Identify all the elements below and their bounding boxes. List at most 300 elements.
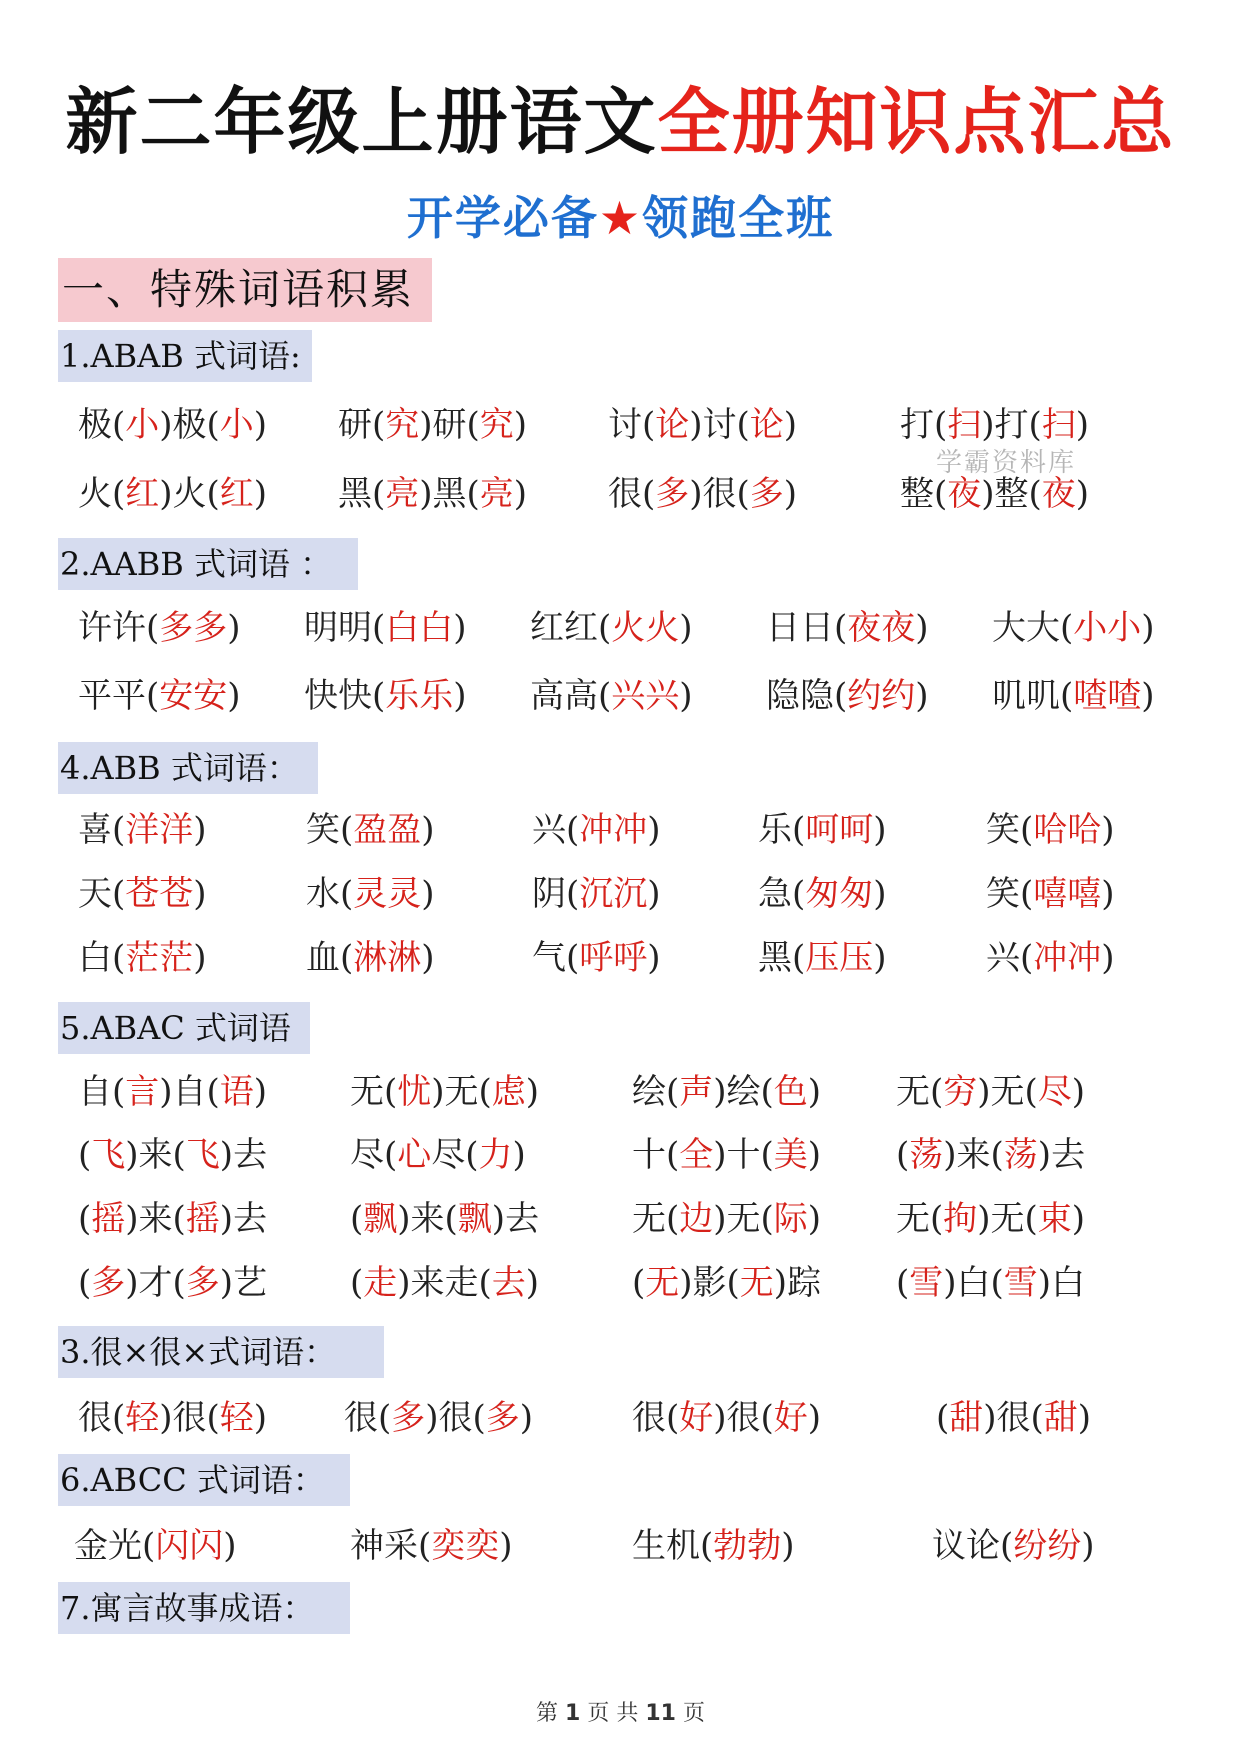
word-text: (	[700, 1526, 714, 1566]
word-item	[896, 1127, 1085, 1183]
word-answer: 论	[655, 405, 690, 445]
word-text: )	[1141, 608, 1155, 648]
word-answer: 束	[1037, 1199, 1072, 1239]
word-text: )	[453, 676, 467, 716]
word-text: 气	[532, 938, 566, 978]
word-text: )	[1037, 1135, 1052, 1175]
word-answer: 纷纷	[1013, 1526, 1082, 1566]
word-text: )	[1101, 938, 1115, 978]
word-text: (	[112, 938, 126, 978]
word-item	[632, 1518, 795, 1574]
word-item	[758, 930, 887, 986]
word-text: 打	[900, 405, 934, 445]
word-answer: 呼呼	[579, 938, 648, 978]
word-text: )	[1077, 1398, 1092, 1438]
word-text: )	[253, 1398, 268, 1438]
word-text: )	[159, 1398, 173, 1438]
word-text: (	[465, 1135, 479, 1175]
word-item	[306, 930, 435, 986]
word-answer: 小	[125, 405, 160, 445]
word-text: )	[193, 938, 207, 978]
word-text: 去	[233, 1135, 268, 1175]
word-item	[78, 1127, 267, 1183]
word-text: (	[936, 1398, 950, 1438]
word-answer: 亮	[385, 474, 420, 514]
word-text: )	[1075, 474, 1090, 514]
abb-row-1	[0, 802, 1241, 858]
word-text: (	[478, 1263, 492, 1303]
word-text: (	[896, 1263, 910, 1303]
word-item	[530, 600, 693, 656]
word-text: (	[1030, 1398, 1044, 1438]
word-answer: 语	[219, 1072, 254, 1112]
word-text: )	[783, 405, 798, 445]
word-text: 很	[632, 1398, 666, 1438]
word-text: 才	[138, 1263, 173, 1303]
word-text: (	[350, 1199, 364, 1239]
word-text: (	[760, 1135, 774, 1175]
word-text: (	[112, 810, 126, 850]
word-item	[608, 397, 797, 453]
word-text: 平平	[78, 676, 146, 716]
word-answer: 心	[397, 1135, 432, 1175]
word-text: 神采	[350, 1526, 418, 1566]
word-text: 水	[306, 874, 340, 914]
word-answer: 亮	[479, 474, 514, 514]
category-aabb: 2.AABB 式词语 ：	[58, 538, 358, 590]
word-text: (	[472, 1398, 486, 1438]
word-text: (	[206, 1398, 220, 1438]
word-answer: 沉沉	[579, 874, 648, 914]
word-item	[78, 1191, 267, 1247]
footer-page: 1	[565, 1701, 581, 1726]
word-item	[78, 600, 241, 656]
word-text: )	[425, 1398, 439, 1438]
word-item	[758, 866, 887, 922]
word-text: (	[792, 810, 806, 850]
page-subtitle	[0, 188, 1241, 248]
word-text: )	[807, 1199, 822, 1239]
word-text: )	[679, 676, 693, 716]
word-answer: 荡	[909, 1135, 944, 1175]
word-text: )	[419, 405, 433, 445]
word-text: (	[1024, 1199, 1038, 1239]
word-answer: 兴兴	[611, 676, 680, 716]
category-abab: 1.ABAB 式词语:	[58, 330, 312, 382]
word-answer: 灵灵	[353, 874, 422, 914]
word-text: )	[713, 1398, 727, 1438]
word-text: )	[873, 810, 887, 850]
word-text: (	[990, 1263, 1004, 1303]
word-answer: 扫	[947, 405, 982, 445]
word-item	[306, 866, 435, 922]
abb-row-3	[0, 930, 1241, 986]
word-item	[896, 1255, 1085, 1311]
word-answer: 多	[91, 1263, 126, 1303]
word-text: 很	[344, 1398, 378, 1438]
word-text: (	[834, 676, 848, 716]
word-item	[532, 930, 661, 986]
word-answer: 夜	[947, 474, 982, 514]
word-text: )	[1071, 1072, 1086, 1112]
word-answer: 飘	[363, 1199, 398, 1239]
word-text: (	[78, 1263, 92, 1303]
word-text: (	[760, 1398, 774, 1438]
word-text: (	[466, 405, 480, 445]
word-text: )	[689, 405, 703, 445]
word-answer: 穷	[943, 1072, 978, 1112]
word-item	[986, 930, 1115, 986]
word-text: )	[647, 938, 661, 978]
watermark: 学霸资料库	[936, 448, 1077, 478]
word-item	[632, 1191, 821, 1247]
word-text: (	[760, 1072, 774, 1112]
word-text: 整	[994, 474, 1029, 514]
word-text: (	[792, 874, 806, 914]
word-text: 无	[350, 1072, 384, 1112]
word-text: )	[421, 874, 435, 914]
word-text: (	[384, 1072, 398, 1112]
word-answer: 嘻嘻	[1033, 874, 1102, 914]
word-text: (	[372, 474, 386, 514]
word-text: 来	[410, 1199, 445, 1239]
word-text: 自	[172, 1072, 207, 1112]
word-item	[632, 1064, 821, 1120]
word-answer: 忧	[397, 1072, 432, 1112]
word-answer: 飘	[457, 1199, 492, 1239]
word-item	[306, 802, 435, 858]
word-item	[338, 397, 527, 453]
word-text: 火	[78, 474, 112, 514]
word-answer: 红	[125, 474, 160, 514]
word-text: (	[1028, 474, 1042, 514]
word-text: (	[666, 1398, 680, 1438]
word-text: 乐	[758, 810, 792, 850]
word-item	[304, 600, 467, 656]
word-text: 很	[78, 1398, 112, 1438]
word-text: (	[896, 1135, 910, 1175]
category-abb: 4.ABB 式词语：	[58, 742, 318, 794]
word-answer: 勃勃	[713, 1526, 782, 1566]
word-text: )	[227, 608, 241, 648]
word-text: )	[193, 874, 207, 914]
word-text: (	[632, 1263, 646, 1303]
word-text: (	[112, 474, 126, 514]
word-text: 生机	[632, 1526, 700, 1566]
word-answer: 雪	[909, 1263, 944, 1303]
word-text: (	[666, 1199, 680, 1239]
word-text: (	[598, 676, 612, 716]
page-footer	[0, 1696, 1241, 1727]
word-text: (	[112, 1072, 126, 1112]
word-text: )	[1071, 1199, 1086, 1239]
word-text: 黑	[758, 938, 792, 978]
word-text: 影	[692, 1263, 727, 1303]
abac-row-3	[0, 1191, 1241, 1247]
word-answer: 轻	[125, 1398, 160, 1438]
word-answer: 夜夜	[847, 608, 916, 648]
word-text: )	[977, 1199, 991, 1239]
word-text: )	[227, 676, 241, 716]
word-text: )	[193, 810, 207, 850]
word-text: )	[397, 1199, 411, 1239]
abac-row-1	[0, 1064, 1241, 1120]
word-text: (	[340, 810, 354, 850]
word-text: )	[253, 1072, 268, 1112]
word-text: (	[642, 405, 656, 445]
henxhenx-row	[0, 1390, 1241, 1446]
word-answer: 荡	[1003, 1135, 1038, 1175]
word-text: 急	[758, 874, 792, 914]
word-text: 极	[172, 405, 207, 445]
word-text: (	[666, 1072, 680, 1112]
word-answer: 甜	[1043, 1398, 1078, 1438]
word-text: (	[172, 1263, 186, 1303]
word-answer: 无	[739, 1263, 774, 1303]
word-text: (	[372, 608, 386, 648]
word-text: 绘	[632, 1072, 666, 1112]
word-item	[608, 466, 797, 522]
word-answer: 小	[219, 405, 254, 445]
word-text: 叽叽	[992, 676, 1060, 716]
word-text: (	[112, 1398, 126, 1438]
word-text: )	[513, 474, 528, 514]
word-text: (	[566, 810, 580, 850]
word-text: )	[499, 1526, 513, 1566]
word-answer: 淋淋	[353, 938, 422, 978]
word-text: )	[915, 676, 929, 716]
word-text: (	[736, 474, 750, 514]
word-text: )	[253, 405, 268, 445]
word-text: )	[219, 1263, 234, 1303]
word-text: 明明	[304, 608, 372, 648]
word-text: )	[1075, 405, 1090, 445]
word-answer: 色	[773, 1072, 808, 1112]
word-text: 金光	[74, 1526, 142, 1566]
word-item	[304, 668, 467, 724]
word-answer: 多多	[159, 608, 228, 648]
word-item	[632, 1255, 821, 1311]
word-text: (	[206, 1072, 220, 1112]
word-text: (	[792, 938, 806, 978]
word-text: 大大	[992, 608, 1060, 648]
word-text: (	[930, 1072, 944, 1112]
word-text: 很	[172, 1398, 207, 1438]
word-item	[350, 1518, 513, 1574]
word-text: 兴	[986, 938, 1020, 978]
word-text: 许许	[78, 608, 146, 648]
word-text: 很	[996, 1398, 1031, 1438]
word-text: 艺	[233, 1263, 268, 1303]
word-answer: 多	[185, 1263, 220, 1303]
word-text: )	[453, 608, 467, 648]
word-text: )	[1037, 1263, 1052, 1303]
word-answer: 际	[773, 1199, 808, 1239]
word-text: )	[125, 1135, 139, 1175]
word-text: )	[219, 1135, 234, 1175]
word-answer: 喳喳	[1073, 676, 1142, 716]
word-text: 踪	[787, 1263, 822, 1303]
word-text: (	[146, 608, 160, 648]
word-answer: 声	[679, 1072, 714, 1112]
word-text: 很	[726, 1398, 761, 1438]
word-answer: 究	[479, 405, 514, 445]
word-item	[78, 802, 207, 858]
category-fable: 7.寓言故事成语：	[58, 1582, 350, 1634]
word-text: )	[125, 1199, 139, 1239]
word-text: (	[172, 1199, 186, 1239]
word-item	[992, 600, 1155, 656]
word-text: (	[834, 608, 848, 648]
word-answer: 力	[478, 1135, 513, 1175]
word-text: 尽	[350, 1135, 384, 1175]
word-text: 研	[432, 405, 467, 445]
word-text: 黑	[432, 474, 467, 514]
aabb-row-2	[0, 668, 1241, 724]
word-text: 快快	[304, 676, 372, 716]
word-text: )	[519, 1398, 534, 1438]
word-answer: 多	[655, 474, 690, 514]
word-text: (	[444, 1199, 458, 1239]
word-answer: 约约	[847, 676, 916, 716]
word-answer: 压压	[805, 938, 874, 978]
word-text: 喜	[78, 810, 112, 850]
word-text: )	[159, 405, 173, 445]
subtitle-left: 开学必备	[406, 191, 599, 245]
word-text: )	[873, 874, 887, 914]
footer-pre: 第	[536, 1701, 559, 1726]
word-text: (	[598, 608, 612, 648]
word-answer: 扫	[1041, 405, 1076, 445]
word-text: )	[943, 1135, 957, 1175]
word-text: (	[172, 1135, 186, 1175]
word-text: )	[421, 810, 435, 850]
word-text: )	[773, 1263, 788, 1303]
word-text: 火	[172, 474, 207, 514]
word-answer: 闪闪	[155, 1526, 224, 1566]
word-text: 来走	[410, 1263, 479, 1303]
title-black: 新二年级上册语文	[65, 80, 658, 164]
word-text: )	[713, 1199, 727, 1239]
word-answer: 奕奕	[431, 1526, 500, 1566]
word-item	[78, 466, 267, 522]
word-answer: 冲冲	[1033, 938, 1102, 978]
word-text: 无	[990, 1199, 1025, 1239]
word-answer: 拘	[943, 1199, 978, 1239]
word-text: (	[666, 1135, 680, 1175]
word-text: )	[1141, 676, 1155, 716]
word-text: )	[159, 474, 173, 514]
word-answer: 呵呵	[805, 810, 874, 850]
word-text: 笑	[986, 810, 1020, 850]
word-text: (	[1028, 405, 1042, 445]
word-answer: 摇	[91, 1199, 126, 1239]
abac-row-4	[0, 1255, 1241, 1311]
word-answer: 多	[485, 1398, 520, 1438]
word-answer: 好	[679, 1398, 714, 1438]
word-text: )	[713, 1135, 727, 1175]
word-text: (	[990, 1135, 1004, 1175]
word-text: (	[378, 1398, 392, 1438]
word-text: 高高	[530, 676, 598, 716]
word-item	[932, 1518, 1095, 1574]
word-text: 绘	[726, 1072, 761, 1112]
category-abcc: 6.ABCC 式词语：	[58, 1454, 350, 1506]
word-text: )	[1081, 1526, 1095, 1566]
word-text: 极	[78, 405, 112, 445]
word-answer: 洋洋	[125, 810, 194, 850]
word-text: (	[1020, 874, 1034, 914]
word-answer: 红	[219, 474, 254, 514]
word-text: )	[873, 938, 887, 978]
word-text: (	[112, 405, 126, 445]
word-text: 去	[233, 1199, 268, 1239]
category-abac: 5.ABAC 式词语	[58, 1002, 310, 1054]
word-item	[78, 668, 241, 724]
word-text: (	[934, 474, 948, 514]
word-answer: 走	[363, 1263, 398, 1303]
word-text: (	[78, 1199, 92, 1239]
word-text: 阴	[532, 874, 566, 914]
word-text: )	[983, 1398, 997, 1438]
word-text: 白	[956, 1263, 991, 1303]
word-text: 去	[1051, 1135, 1086, 1175]
word-item	[632, 1390, 821, 1446]
word-text: (	[466, 474, 480, 514]
word-answer: 哈哈	[1033, 810, 1102, 850]
abcc-row	[0, 1518, 1241, 1574]
word-item	[766, 600, 929, 656]
word-text: (	[112, 874, 126, 914]
word-text: )	[781, 1526, 795, 1566]
word-text: 红红	[530, 608, 598, 648]
word-item	[532, 802, 661, 858]
word-answer: 言	[125, 1072, 160, 1112]
word-item	[532, 866, 661, 922]
word-text: )	[397, 1263, 411, 1303]
word-text: )	[525, 1072, 540, 1112]
word-text: )	[1101, 874, 1115, 914]
word-text: )	[421, 938, 435, 978]
word-text: 来	[138, 1135, 173, 1175]
word-text: 来	[956, 1135, 991, 1175]
word-item	[74, 1518, 237, 1574]
word-text: (	[1020, 810, 1034, 850]
word-answer: 小小	[1073, 608, 1142, 648]
word-text: 天	[78, 874, 112, 914]
word-answer: 美	[773, 1135, 808, 1175]
footer-post: 页	[682, 1701, 705, 1726]
word-text: 很	[608, 474, 642, 514]
word-text: )	[679, 1263, 693, 1303]
word-answer: 究	[385, 405, 420, 445]
word-item	[78, 1390, 267, 1446]
word-item	[344, 1390, 533, 1446]
word-text: )	[223, 1526, 237, 1566]
word-text: )	[981, 405, 995, 445]
word-text: 讨	[608, 405, 642, 445]
word-item	[350, 1127, 526, 1183]
word-text: )	[159, 1072, 173, 1112]
word-answer: 乐乐	[385, 676, 454, 716]
word-text: 血	[306, 938, 340, 978]
word-answer: 多	[391, 1398, 426, 1438]
word-text: )	[431, 1072, 445, 1112]
word-text: (	[760, 1199, 774, 1239]
word-text: (	[736, 405, 750, 445]
word-text: )	[713, 1072, 727, 1112]
word-text: (	[350, 1263, 364, 1303]
